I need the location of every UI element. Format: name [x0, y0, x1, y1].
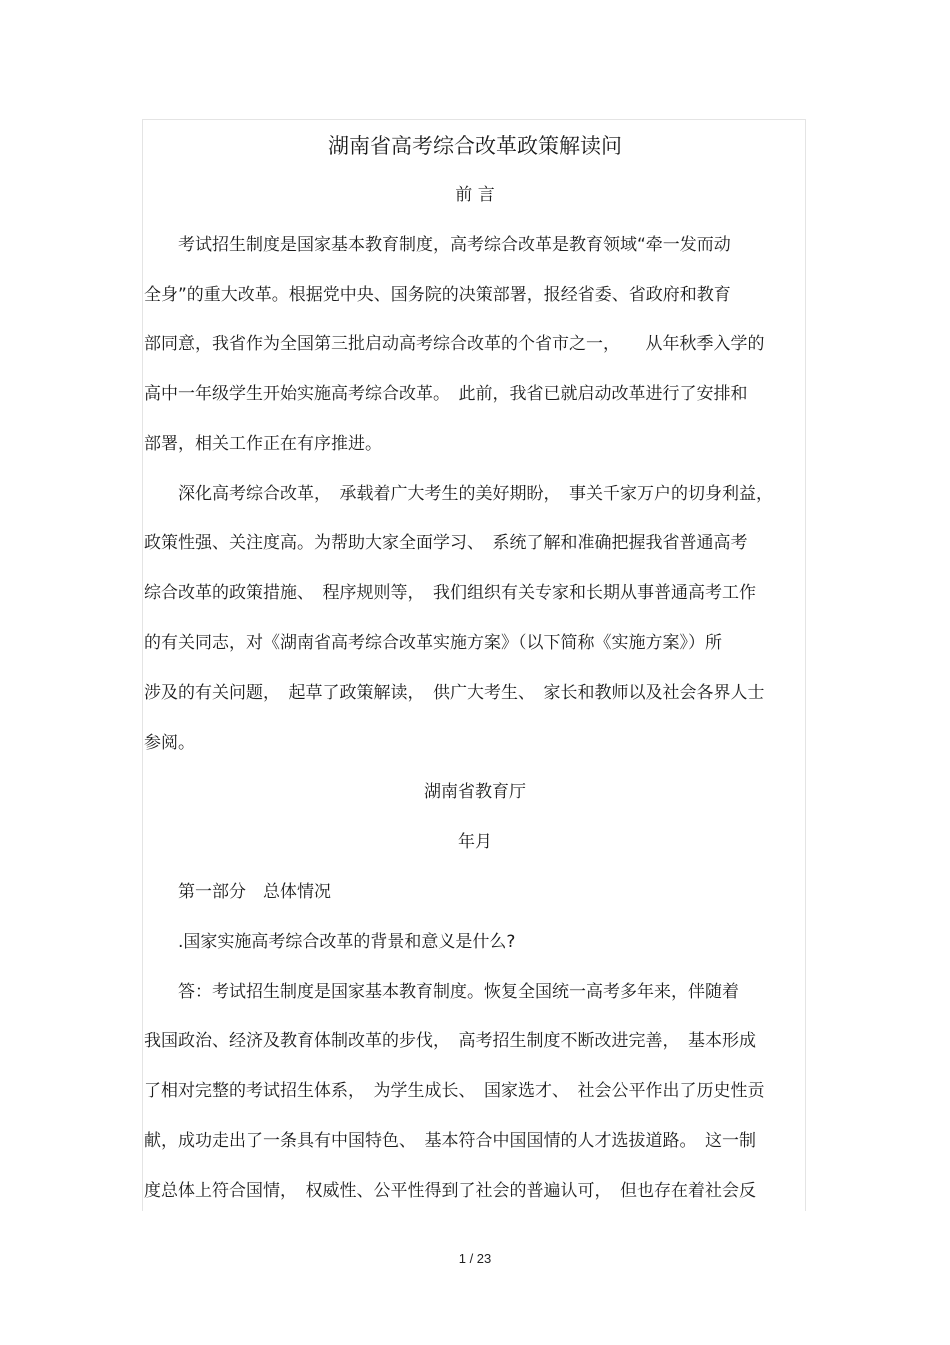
paragraph-line: 部同意，我省作为全国第三批启动高考综合改革的个省市之一， 从年秋季入学的 — [144, 334, 765, 354]
paragraph-line: 全身”的重大改革。根据党中央、国务院的决策部署，报经省委、省政府和教育 — [144, 285, 731, 305]
paragraph-line: 政策性强、关注度高。为帮助大家全面学习、 系统了解和准确把握我省普通高考 — [144, 533, 748, 553]
part-heading: 第一部分 总体情况 — [178, 882, 331, 902]
paragraph-line: 的有关同志，对《湖南省高考综合改革实施方案》（以下简称《实施方案》）所 — [144, 633, 722, 653]
paragraph-line: 度总体上符合国情， 权威性、公平性得到了社会的普遍认可， 但也存在着社会反 — [144, 1181, 756, 1201]
question-heading: .国家实施高考综合改革的背景和意义是什么? — [178, 932, 516, 952]
preface-heading: 前 言 — [455, 185, 495, 205]
paragraph-line: 答：考试招生制度是国家基本教育制度。恢复全国统一高考多年来，伴随着 — [178, 982, 739, 1002]
paragraph-line: 涉及的有关问题， 起草了政策解读， 供广大考生、 家长和教师以及社会各界人士 — [144, 683, 765, 703]
signature: 湖南省教育厅 — [424, 782, 526, 802]
paragraph-line: 高中一年级学生开始实施高考综合改革。 此前，我省已就启动改革进行了安排和 — [144, 384, 748, 404]
paragraph-line: 综合改革的政策措施、 程序规则等， 我们组织有关专家和长期从事普通高考工作 — [144, 583, 756, 603]
paragraph-line: 部署，相关工作正在有序推进。 — [144, 434, 382, 454]
page-number: 1 / 23 — [458, 1251, 492, 1266]
paragraph-line: 献，成功走出了一条具有中国特色、 基本符合中国国情的人才选拔道路。 这一制 — [144, 1131, 756, 1151]
document-title: 湖南省高考综合改革政策解读问 — [328, 134, 622, 158]
paragraph-line: 我国政治、经济及教育体制改革的步伐， 高考招生制度不断改进完善， 基本形成 — [144, 1031, 756, 1051]
paragraph-line: 了相对完整的考试招生体系， 为学生成长、 国家选才、 社会公平作出了历史性贡 — [144, 1081, 765, 1101]
date: 年月 — [458, 832, 492, 852]
paragraph-line: 深化高考综合改革， 承载着广大考生的美好期盼， 事关千家万户的切身利益， — [178, 484, 773, 504]
paragraph-line: 考试招生制度是国家基本教育制度，高考综合改革是教育领域“牵一发而动 — [178, 235, 731, 255]
paragraph-line: 参阅。 — [144, 733, 195, 753]
